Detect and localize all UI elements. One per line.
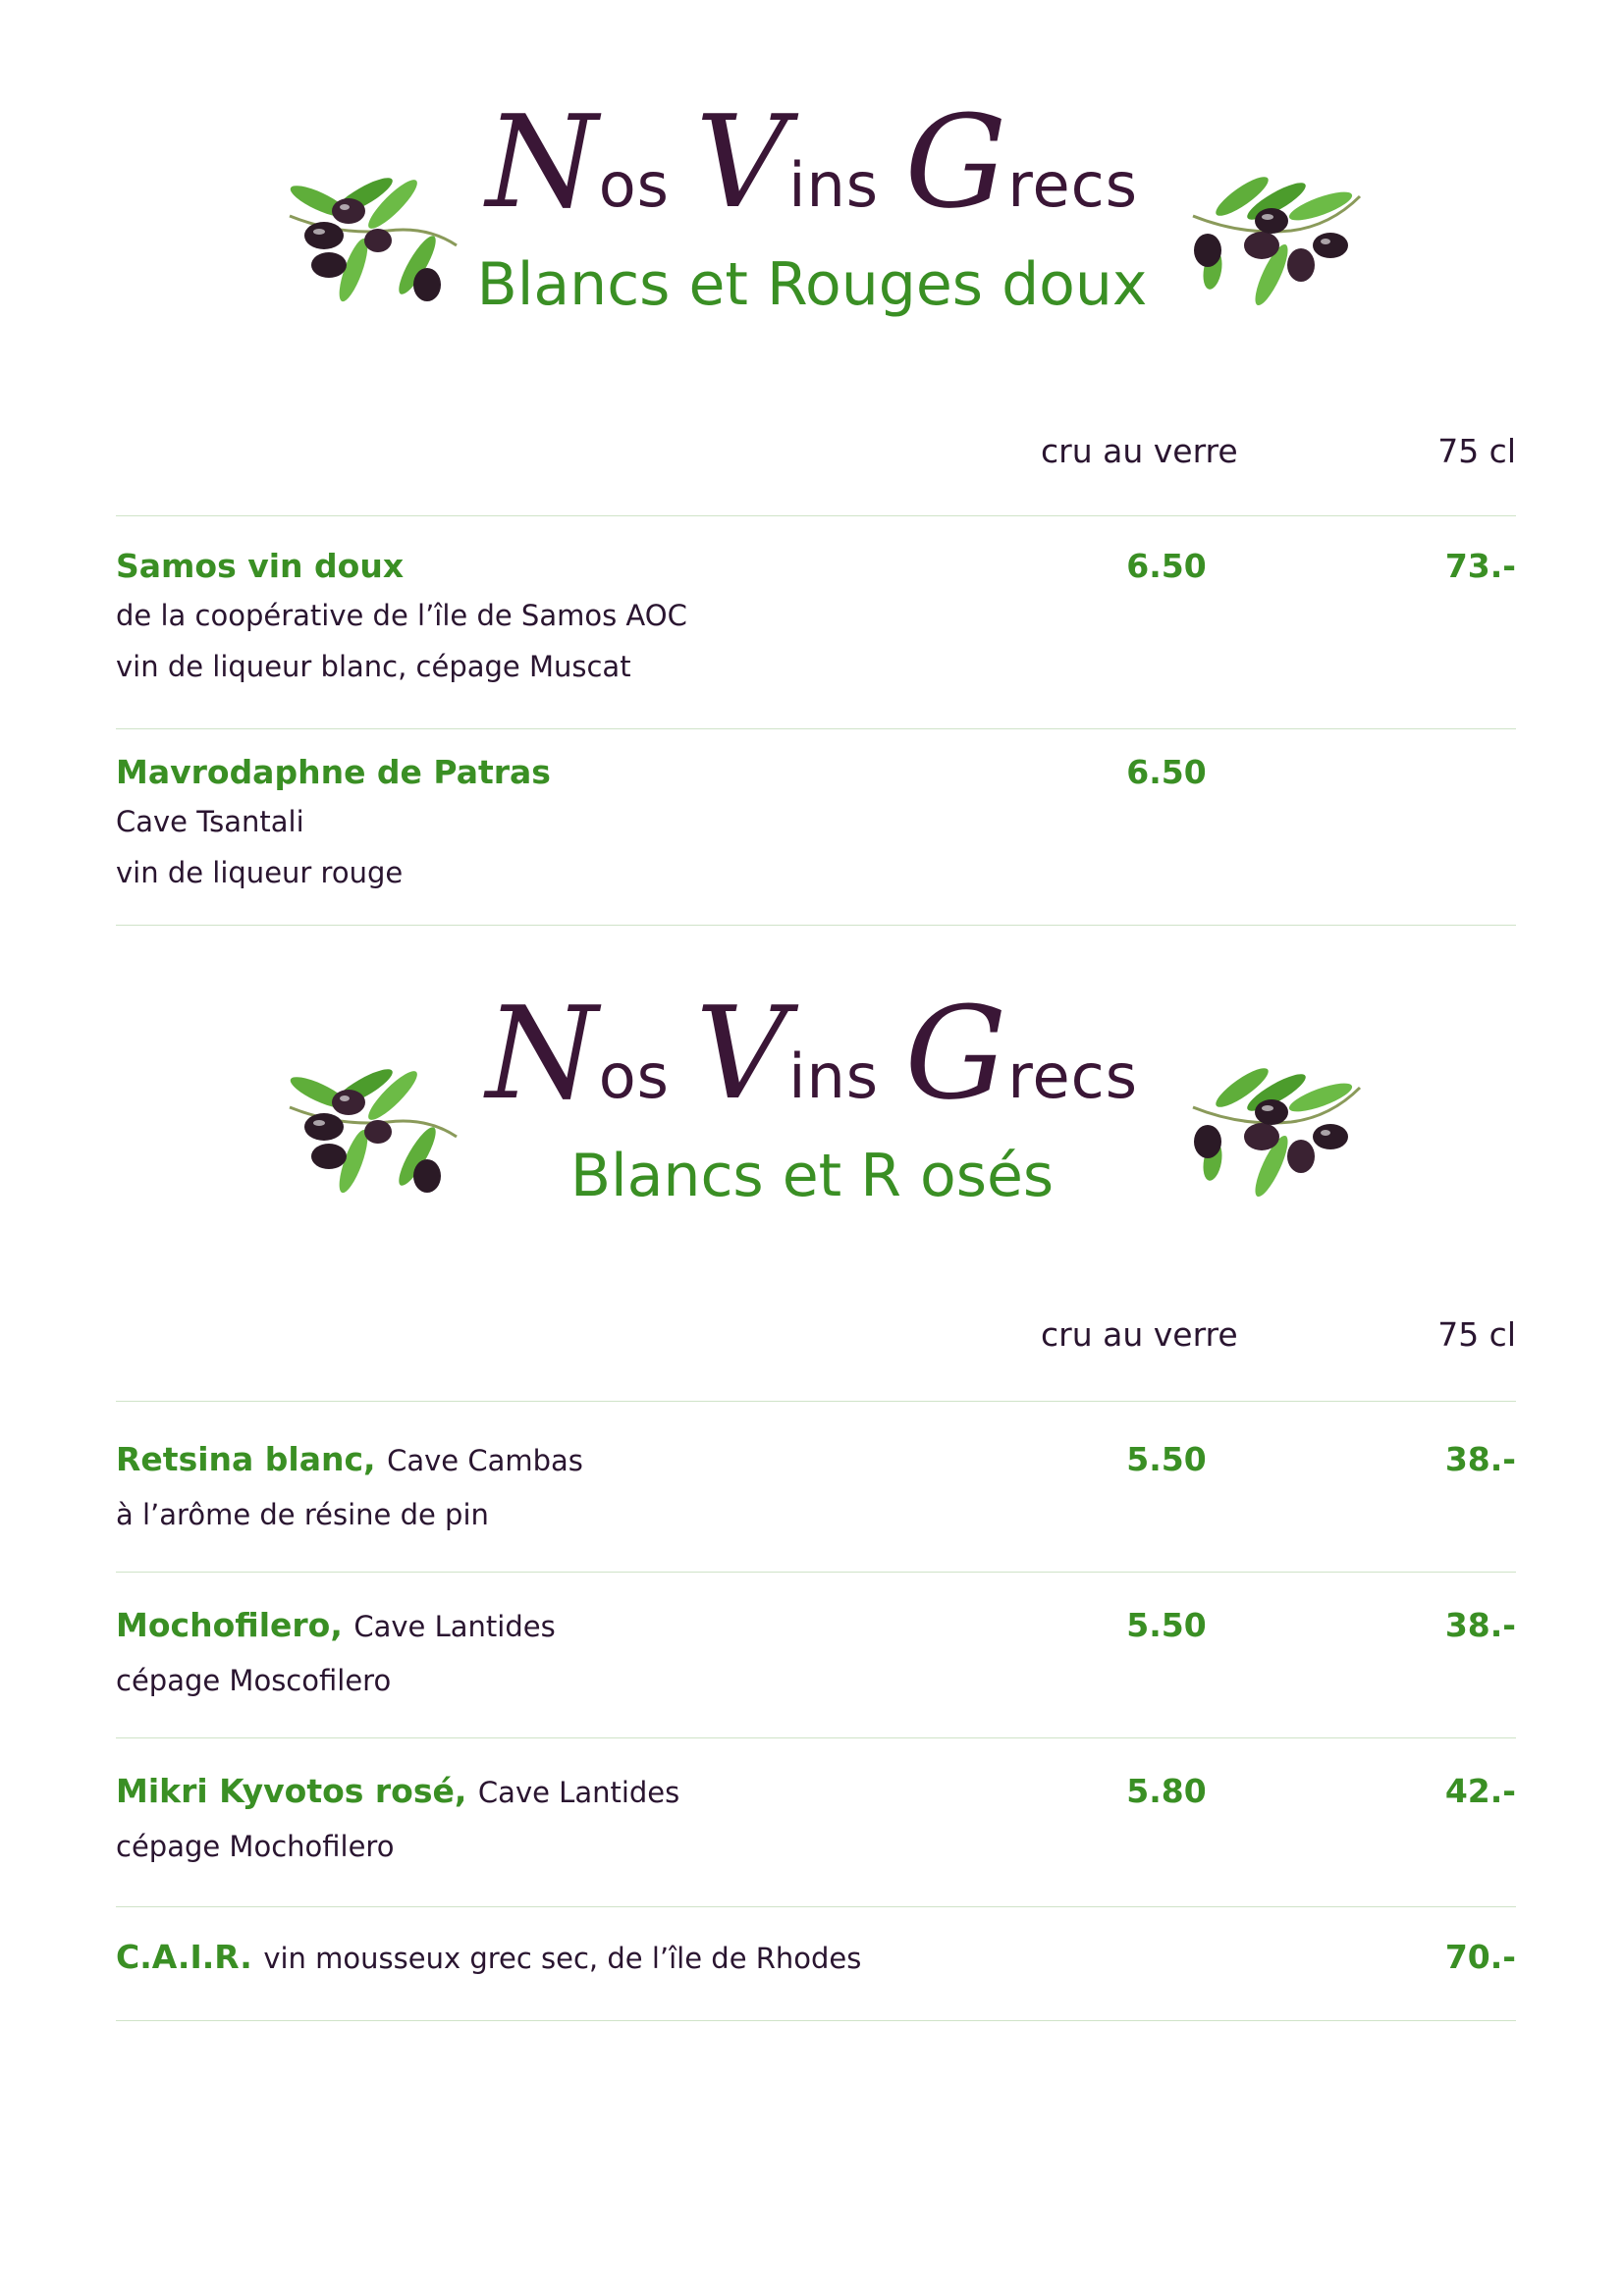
title-word: os: [598, 149, 670, 221]
wine-name: Mochofilero, Cave Lantides: [116, 1606, 556, 1644]
title-word: ins: [788, 1041, 880, 1112]
wine-name: C.A.I.R. vin mousseux grec sec, de l’île de Rhodes: [116, 1938, 862, 1976]
section-subtitle: Blancs et R osés: [569, 1142, 1055, 1210]
divider: [116, 1572, 1516, 1573]
wine-description: vin de liqueur rouge: [116, 856, 404, 889]
list-item: [116, 1770, 1516, 1878]
list-item: [116, 1936, 1516, 1995]
price-bottle: 38.-: [1444, 1440, 1516, 1478]
price-glass: 5.50: [1126, 1440, 1207, 1478]
title-word: recs: [1007, 149, 1139, 221]
price-bottle: 38.-: [1444, 1606, 1516, 1644]
divider: [116, 925, 1516, 926]
price-bottle: 70.-: [1444, 1938, 1516, 1976]
list-item: [116, 751, 1516, 898]
title-word: os: [598, 1041, 670, 1112]
price-bottle: 42.-: [1444, 1772, 1516, 1810]
divider: [116, 1401, 1516, 1402]
price-glass: 6.50: [1126, 753, 1207, 791]
section-header-whites-roses: [0, 979, 1624, 1225]
column-header-glass: cru au verre: [1041, 432, 1238, 470]
wine-name: Samos vin doux: [116, 547, 405, 585]
wine-description: vin de liqueur blanc, cépage Muscat: [116, 650, 631, 683]
column-header-glass: cru au verre: [1041, 1315, 1238, 1354]
title-word: ins: [788, 149, 880, 221]
section-subtitle: Blancs et Rouges doux: [476, 250, 1148, 319]
divider: [116, 1737, 1516, 1738]
title-cap: N: [485, 87, 599, 237]
price-glass: 5.50: [1126, 1606, 1207, 1644]
wine-name: Retsina blanc, Cave Cambas: [116, 1440, 583, 1478]
divider: [116, 1906, 1516, 1907]
section-title: [0, 979, 1624, 1136]
wine-description: de la coopérative de l’île de Samos AOC: [116, 599, 687, 632]
divider: [116, 2020, 1516, 2021]
price-glass: 5.80: [1126, 1772, 1207, 1810]
title-cap: G: [904, 979, 1008, 1128]
divider: [116, 515, 1516, 516]
price-bottle: 73.-: [1444, 547, 1516, 585]
list-item: [116, 1438, 1516, 1546]
title-cap: V: [695, 979, 789, 1128]
title-cap: V: [695, 87, 789, 237]
price-glass: 6.50: [1126, 547, 1207, 585]
wine-description: à l’arôme de résine de pin: [116, 1498, 489, 1531]
list-item: [116, 545, 1516, 692]
wine-description: Cave Tsantali: [116, 805, 304, 838]
column-header-bottle: 75 cl: [1437, 1315, 1516, 1354]
wine-name: Mavrodaphne de Patras: [116, 753, 551, 791]
list-item: [116, 1604, 1516, 1712]
column-header-bottle: 75 cl: [1437, 432, 1516, 470]
title-cap: G: [904, 87, 1008, 237]
divider: [116, 728, 1516, 729]
wine-name: Mikri Kyvotos rosé, Cave Lantides: [116, 1772, 680, 1810]
title-cap: N: [485, 979, 599, 1128]
wine-description: cépage Moscofilero: [116, 1664, 392, 1697]
wine-description: cépage Mochofilero: [116, 1830, 395, 1863]
section-title: [0, 87, 1624, 244]
title-word: recs: [1007, 1041, 1139, 1112]
section-header-sweet: [0, 87, 1624, 334]
